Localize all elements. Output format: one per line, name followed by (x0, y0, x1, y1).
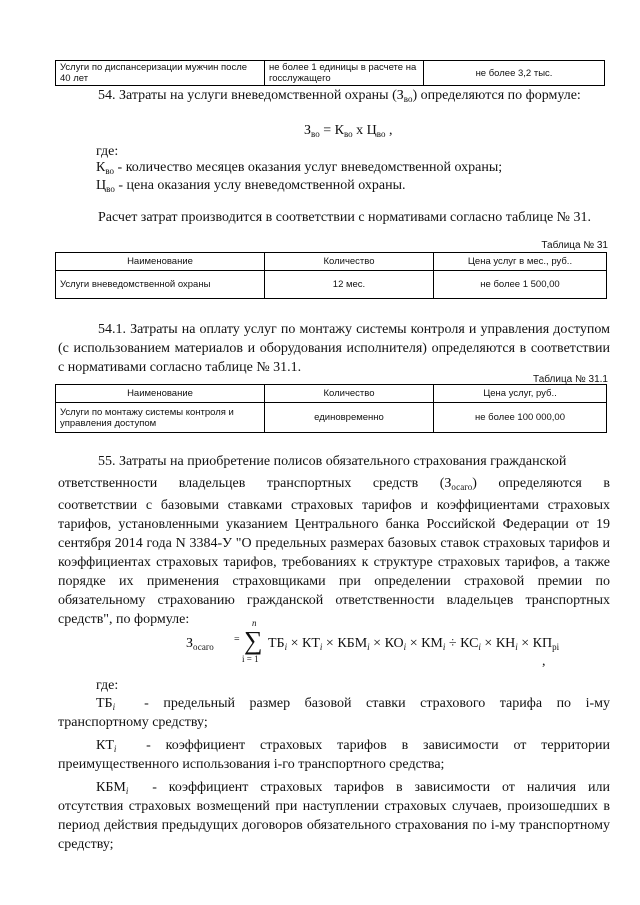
table-cell: не более 3,2 тыс. (424, 61, 605, 86)
table-cell: Услуги по диспансеризации мужчин после 40 лет (56, 61, 265, 86)
table-row (56, 403, 607, 433)
definition-kt: $КТ_i$ - коэффициент страховых тарифов в зависимости от территории (96, 738, 610, 754)
definition-kbm: $КБМ_i$ - коэффициент страховых тарифов в зависимости от наличия или (96, 780, 611, 796)
table-row (56, 61, 605, 86)
table-header: Количество (265, 385, 434, 403)
formula-comma: , (542, 654, 546, 669)
formula-osago: $З_{осаго}$ = n ∑ i = 1 $ТБ_i \times КТ_i \times КБМ_i \times КО_i \times КМ_i \div КС_i \times КН_i \times КП_{pi}$ (186, 618, 560, 664)
table-cell: не более 1 единицы в расчете на госслужащего (265, 61, 424, 86)
table-cell: не более 1 500,00 (434, 271, 607, 299)
formula-54: $З_{во} = К_{во}$ x $Ц_{во}$ , (304, 123, 393, 139)
section-55-line1: 55. Затраты на приобретение полисов обязательного страхования гражданской (98, 454, 567, 469)
table-31-caption: Таблица № 31 (541, 240, 608, 251)
table-header: Цена услуг, руб.. (434, 385, 607, 403)
table-header-row (56, 385, 607, 403)
where-label-55: где: (96, 678, 119, 693)
table-cell: единовременно (265, 403, 434, 433)
definition-tb-cont: транспортному средству; (58, 715, 208, 730)
table-header: Цена услуг в мес., руб.. (434, 253, 607, 271)
table-cell: не более 100 000,00 (434, 403, 607, 433)
table-header: Наименование (56, 253, 265, 271)
definition-tb: $ТБ_i$ - предельный размер базовой ставки страхового тарифа по i-му (96, 696, 610, 712)
table-header: Количество (265, 253, 434, 271)
section-55-line2: ответственности владельцев транспортных средств $(З_{осаго})$ определяются в (58, 476, 610, 492)
calc-text: Расчет затрат производится в соответствии с нормативами согласно таблице № 31. (98, 210, 592, 225)
table-31-1-caption: Таблица № 31.1 (533, 374, 608, 385)
table-row (56, 271, 607, 299)
table-31 (55, 252, 607, 299)
table-cell: Услуги по монтажу системы контроля и управления доступом (56, 403, 265, 433)
table-31-1 (55, 384, 607, 433)
where-label: где: (96, 144, 119, 159)
table-cell: 12 мес. (265, 271, 434, 299)
z-osago-inline: $З_{осаго}$ (444, 476, 473, 492)
definition-tsvo: $Ц_{во}$ - цена оказания услу вневедомственной охраны. (96, 178, 406, 194)
definition-kbm-cont: отсутствия страховых возмещений при наступлении страховых случаев, произошедших в период действия предыдущих договоров обязательного страхования по i-му транспортному средству; (58, 799, 610, 852)
definition-kvo: $К_{во}$ - количество месяцев оказания услуг вневедомственной охраны; (96, 160, 503, 176)
section-55-text: соответствии с базовыми ставками страховых тарифов и коэффициентами страховых тарифов, установленными указанием Центрального банка Российской Федерации от 19 сентября 2014 года N 3384-У "О предельных размерах базовых ставок страховых тарифов и коэффициентах страховых тарифов, требованиях к структуре страховых тарифов, а также порядке их применения страховщиками при определении страховой премии по обязательному страхованию гражданской ответственности владельцев транспортных средств", по формуле: (58, 498, 610, 627)
section-54-text: 54. Затраты на услуги вневедомственной охраны $(З_{во})$ определяются по формуле: (98, 88, 581, 104)
definition-kt-cont: преимущественного использования i-го транспортного средства; (58, 757, 445, 772)
table-header-row (56, 253, 607, 271)
section-54-1-text: 54.1. Затраты на оплату услуг по монтажу системы контроля и управления доступом (с использованием материалов и оборудования исполнителя) определяются в соответствии с нормативами согласно таблице № 31.1. (58, 322, 610, 375)
table-top (55, 60, 605, 86)
table-cell: Услуги вневедомственной охраны (56, 271, 265, 299)
table-header: Наименование (56, 385, 265, 403)
